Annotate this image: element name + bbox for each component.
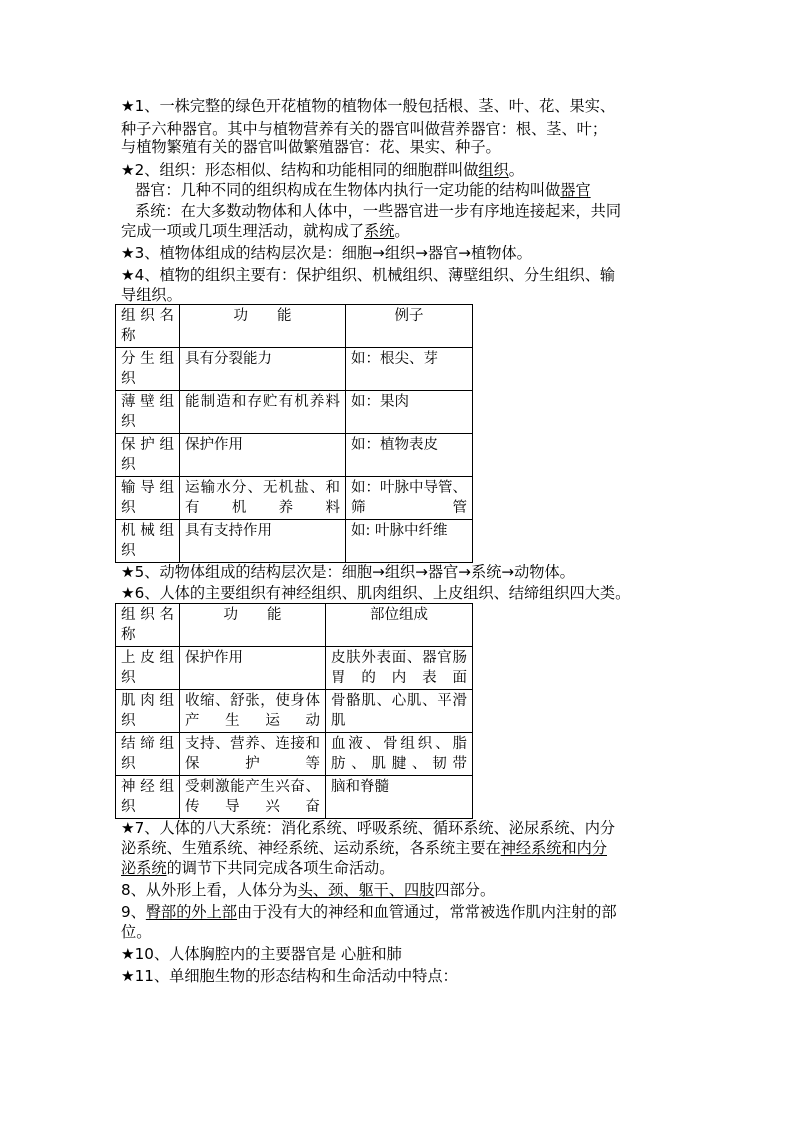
item-3: ★3、植物体组成的结构层次是：细胞→组织→器官→植物体。 (121, 244, 532, 262)
table-cell: 结缔组织 (116, 733, 180, 776)
table-cell: 保护组织 (116, 434, 180, 477)
term-body-parts: 头、颈、躯干、四肢 (297, 881, 435, 899)
table-row (116, 690, 473, 733)
table-cell: 肌肉组织 (116, 690, 180, 733)
table-cell: 如：叶脉中导管、筛管 (346, 477, 473, 520)
table-header-cell: 部位组成 (326, 604, 473, 647)
table-row (116, 391, 473, 434)
table-row (116, 520, 473, 563)
item-9-line-2: 位。 (121, 923, 152, 941)
item-9-line-1 (121, 902, 617, 922)
item-11: ★11、单细胞生物的形态结构和生命活动中特点： (121, 967, 458, 985)
table-row (116, 647, 473, 690)
item-10: ★10、人体胸腔内的主要器官是 心脏和肺 (121, 945, 402, 963)
item-4-line-1: ★4、植物的组织主要有：保护组织、机械组织、薄壁组织、分生组织、输 (121, 266, 616, 284)
table-cell: 薄壁组织 (116, 391, 180, 434)
table-cell: 输导组织 (116, 477, 180, 520)
organ-def-text: 器官：几种不同的组织构成在生物体内执行一定功能的结构叫做 (135, 181, 561, 199)
item-8 (121, 880, 495, 900)
table-cell: 运输水分、无机盐、和有机养料 (180, 477, 346, 520)
table-cell: 具有支持作用 (180, 520, 346, 563)
item-8-text-end: 四部分。 (434, 881, 496, 899)
system-def-text: 完成一项或几项生理活动，就构成了 (121, 222, 364, 240)
table-cell: 机械组织 (116, 520, 180, 563)
table-cell: 具有分裂能力 (180, 348, 346, 391)
item-7-line-1: ★7、人体的八大系统：消化系统、呼吸系统、循环系统、泌尿系统、内分 (121, 819, 616, 837)
table-cell: 如：根尖、芽 (346, 348, 473, 391)
table-cell: 保护作用 (180, 647, 326, 690)
term-tissue: 组织 (478, 161, 509, 179)
table-header-row (116, 604, 473, 647)
term-endocrine-end: 泌系统 (121, 859, 167, 877)
term-nervous-endocrine: 神经系统和内分 (500, 839, 607, 857)
table-row (116, 434, 473, 477)
item-1-line-1: ★1、一株完整的绿色开花植物的植物体一般包括根、茎、叶、花、果实、 (121, 97, 616, 115)
table-cell: 受刺激能产生兴奋、传导兴奋 (180, 776, 326, 819)
table-cell: 收缩、舒张，使身体产生运动 (180, 690, 326, 733)
table-cell: 皮肤外表面、器官肠胃的内表面 (326, 647, 473, 690)
table-cell: 如：果肉 (346, 391, 473, 434)
term-system: 系统 (364, 222, 395, 240)
item-7-text-end: 的调节下共同完成各项生命活动。 (166, 859, 395, 877)
table-cell: 如：植物表皮 (346, 434, 473, 477)
table-cell: 分生组织 (116, 348, 180, 391)
table-header-cell: 组织名称 (116, 604, 180, 647)
table-row (116, 348, 473, 391)
item-7-line-3 (121, 858, 394, 878)
item-1-line-2: 种子六种器官。其中与植物营养有关的器官叫做营养器官：根、茎、叶； (121, 120, 607, 138)
term-organ: 器官 (560, 181, 591, 199)
table-header-cell: 功 能 (180, 604, 326, 647)
item-9-text: 由于没有大的神经和血管通过，常常被选作肌内注射的部 (236, 903, 617, 921)
table-cell: 脑和脊髓 (326, 776, 473, 819)
table-row (116, 776, 473, 819)
item-2-organ-def (135, 180, 591, 200)
table-header-row (116, 305, 473, 348)
item-2-period: 。 (508, 161, 524, 179)
table-cell: 血液、骨组织、脂肪、肌腱、韧带 (326, 733, 473, 776)
table-cell: 上皮组织 (116, 647, 180, 690)
table-cell: 如: 叶脉中纤维 (346, 520, 473, 563)
item-9-number: 9、 (121, 903, 146, 921)
table-header-cell: 组织名称 (116, 305, 180, 348)
table-header-cell: 功 能 (180, 305, 346, 348)
table-header-cell: 例子 (346, 305, 473, 348)
item-2-line-1 (121, 160, 524, 180)
table-cell: 支持、营养、连接和保护等 (180, 733, 326, 776)
table-cell: 骨骼肌、心肌、平滑肌 (326, 690, 473, 733)
item-7-text: 泌系统、生殖系统、神经系统、运动系统，各系统主要在 (121, 839, 501, 857)
system-def-period: 。 (394, 222, 410, 240)
item-2-text: ★2、组织：形态相似、结构和功能相同的细胞群叫做 (121, 161, 479, 179)
item-1-line-3: 与植物繁殖有关的器官叫做繁殖器官：花、果实、种子。 (121, 138, 501, 156)
table-cell: 能制造和存贮有机养料 (180, 391, 346, 434)
plant-tissue-table (115, 304, 473, 563)
item-4-line-2: 导组织。 (121, 286, 182, 304)
item-7-line-2 (121, 838, 607, 858)
item-6: ★6、人体的主要组织有神经组织、肌肉组织、上皮组织、结缔组织四大类。 (121, 584, 631, 602)
item-8-text: 8、从外形上看，人体分为 (121, 881, 298, 899)
item-2-system-def-2 (121, 221, 410, 241)
term-buttock: 臀部的外上部 (145, 903, 237, 921)
table-row (116, 477, 473, 520)
item-5: ★5、动物体组成的结构层次是：细胞→组织→器官→系统→动物体。 (121, 563, 575, 581)
item-2-system-def-1: 系统：在大多数动物体和人体中，一些器官进一步有序地连接起来，共同 (135, 202, 621, 220)
human-tissue-table (115, 603, 473, 819)
table-cell: 保护作用 (180, 434, 346, 477)
table-cell: 神经组织 (116, 776, 180, 819)
table-row (116, 733, 473, 776)
